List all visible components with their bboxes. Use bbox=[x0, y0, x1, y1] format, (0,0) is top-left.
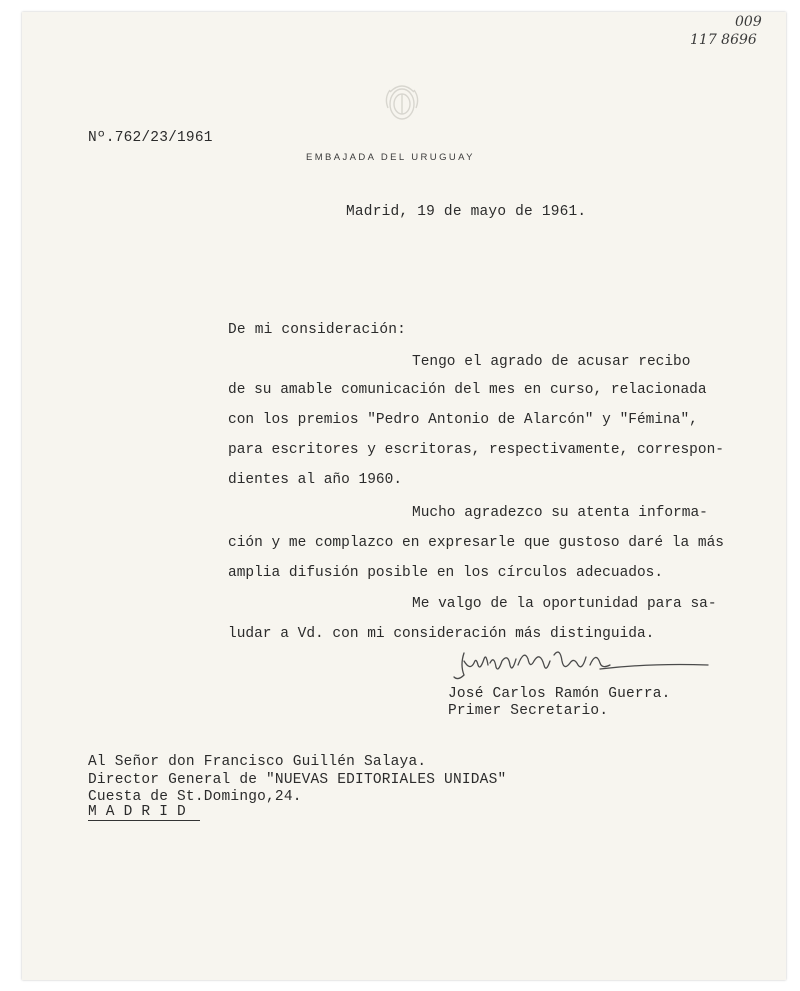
body-line: con los premios "Pedro Antonio de Alarcón" y "Fémina", bbox=[228, 412, 698, 428]
handwritten-signature bbox=[450, 645, 720, 685]
signatory-title: Primer Secretario. bbox=[448, 703, 609, 719]
body-line: ludar a Vd. con mi consideración más distinguida. bbox=[228, 626, 655, 642]
letterhead: EMBAJADA DEL URUGUAY bbox=[306, 152, 475, 163]
body-line: para escritores y escritoras, respectivamente, correspon- bbox=[228, 442, 724, 458]
body-line: dientes al año 1960. bbox=[228, 472, 403, 488]
recipient-line: Director General de "NUEVAS EDITORIALES UNIDAS" bbox=[88, 772, 507, 788]
body-line: Tengo el agrado de acusar recibo bbox=[412, 354, 691, 370]
folio-mark: 009 bbox=[735, 14, 762, 30]
body-line: amplia difusión posible en los círculos adecuados. bbox=[228, 565, 664, 581]
recipient-line: Cuesta de St.Domingo,24. bbox=[88, 789, 302, 805]
body-line: de su amable comunicación del mes en curso, relacionada bbox=[228, 382, 707, 398]
reference-number: Nº.762/23/1961 bbox=[88, 130, 213, 146]
place-date: Madrid, 19 de mayo de 1961. bbox=[346, 204, 587, 220]
archive-code-mark: 117 8696 bbox=[690, 32, 757, 48]
body-line: Mucho agradezco su atenta informa- bbox=[412, 505, 708, 521]
recipient-line: Al Señor don Francisco Guillén Salaya. bbox=[88, 754, 427, 770]
body-line: Me valgo de la oportunidad para sa- bbox=[412, 596, 717, 612]
city-underline bbox=[88, 820, 200, 821]
signatory-name: José Carlos Ramón Guerra. bbox=[448, 686, 671, 702]
recipient-city: M A D R I D bbox=[88, 804, 186, 820]
embossed-crest-icon bbox=[380, 78, 424, 128]
body-line: ción y me complazco en expresarle que gustoso daré la más bbox=[228, 535, 724, 551]
salutation: De mi consideración: bbox=[228, 322, 407, 338]
